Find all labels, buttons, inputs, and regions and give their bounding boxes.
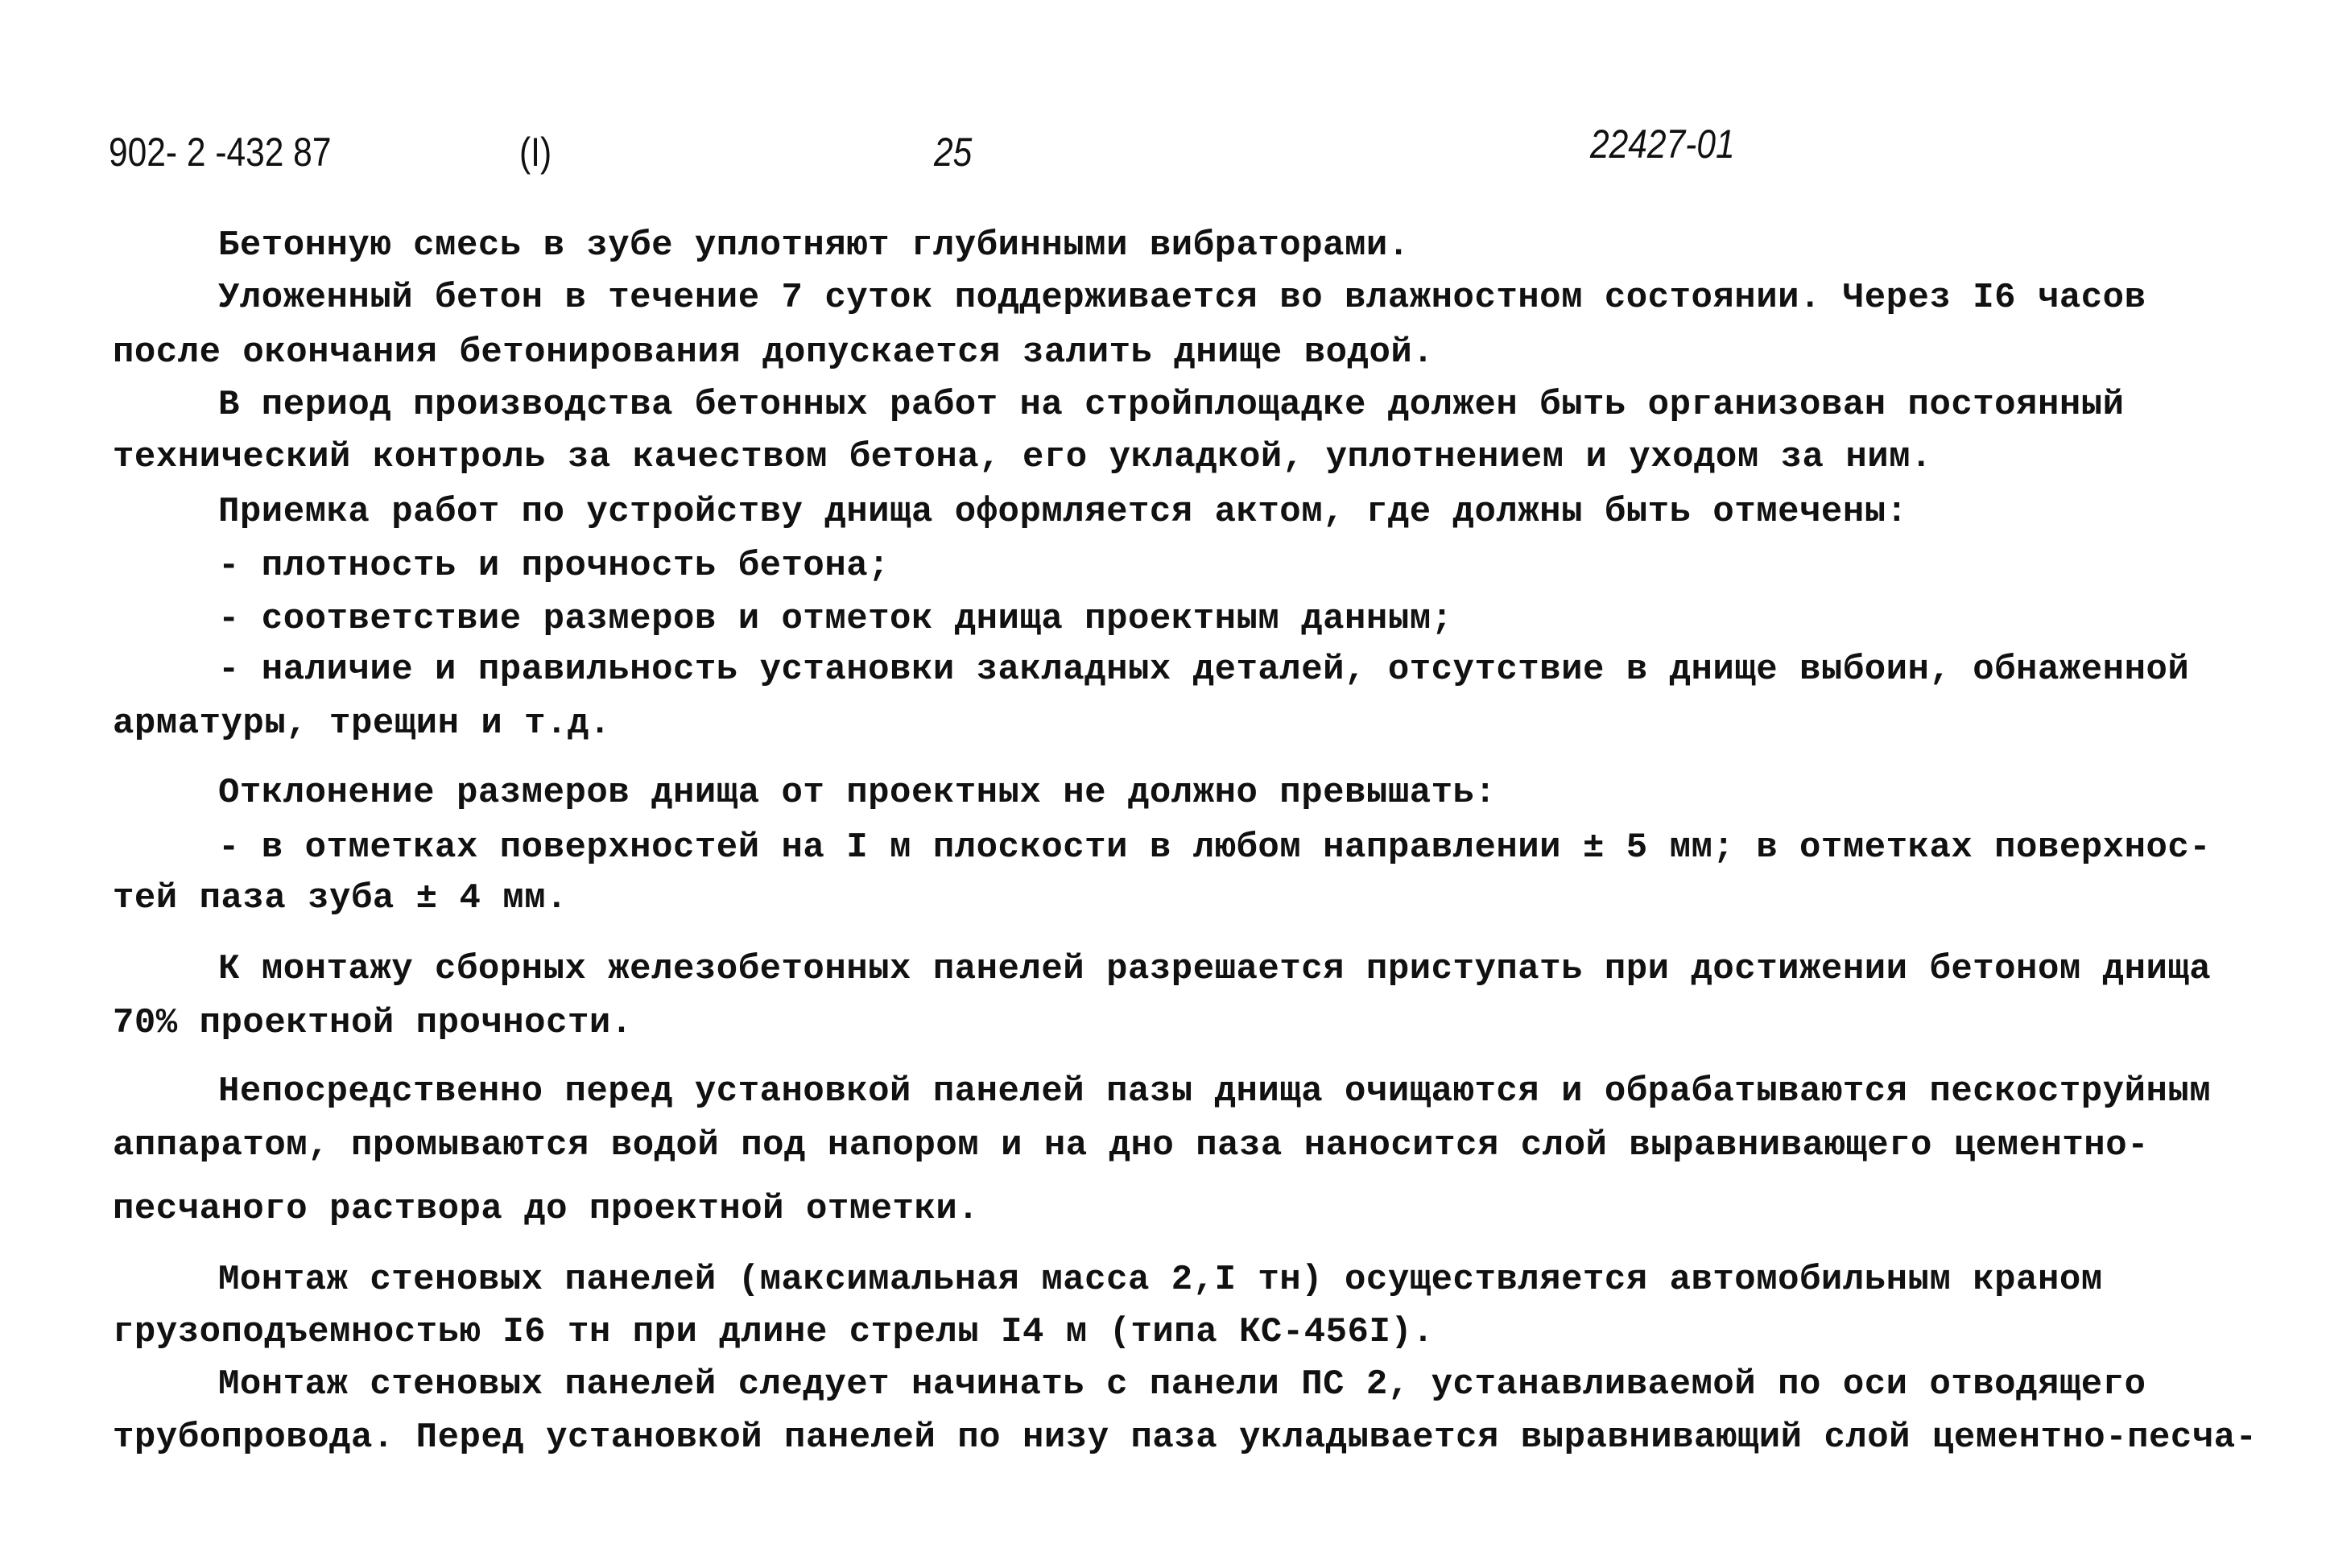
text-line: К монтажу сборных железобетонных панелей разрешается приступать при достижении бетоном днища: [218, 949, 2212, 989]
text-line: Уложенный бетон в течение 7 суток поддерживается во влажностном состоянии. Через I6 часов: [218, 278, 2146, 318]
document-code: 902- 2 -432 87: [109, 130, 332, 175]
list-item: - наличие и правильность установки закладных деталей, отсутствие в днище выбоин, обнаженной: [218, 650, 2190, 690]
part-number: (I): [519, 130, 552, 175]
sheet-number: 22427-01: [1590, 122, 1735, 167]
list-item: - плотность и прочность бетона;: [218, 546, 890, 586]
text-line: Бетонную смесь в зубе уплотняют глубинными вибраторами.: [218, 225, 1410, 266]
text-line: песчаного раствора до проектной отметки.: [113, 1189, 980, 1229]
text-line: Непосредственно перед установкой панелей пазы днища очищаются и обрабатываются пескоструйным: [218, 1071, 2212, 1112]
text-line: арматуры, трещин и т.д.: [113, 704, 611, 744]
text-line: технический контроль за качеством бетона, его укладкой, уплотнением и уходом за ним.: [113, 437, 1932, 477]
text-line: Отклонение размеров днища от проектных не должно превышать:: [218, 773, 1497, 813]
text-line: трубопровода. Перед установкой панелей по низу паза укладывается выравнивающий слой цементно-песча-: [113, 1417, 2258, 1458]
text-line: аппаратом, промываются водой под напором и на дно паза наносится слой выравнивающего цементно-: [113, 1125, 2150, 1166]
text-line: после окончания бетонирования допускается залить днище водой.: [113, 332, 1435, 373]
text-line: тей паза зуба ± 4 мм.: [113, 878, 568, 918]
text-line: грузоподъемностью I6 тн при длине стрелы I4 м (типа КС-456I).: [113, 1312, 1435, 1352]
list-item: - в отметках поверхностей на I м плоскости в любом направлении ± 5 мм; в отметках поверхнос-: [218, 827, 2212, 868]
text-line: Монтаж стеновых панелей следует начинать с панели ПС 2, устанавливаемой по оси отводящего: [218, 1364, 2146, 1405]
text-line: 70% проектной прочности.: [113, 1003, 633, 1043]
page-number: 25: [934, 130, 973, 175]
list-item: - соответствие размеров и отметок днища проектным данным;: [218, 599, 1453, 639]
text-line: Монтаж стеновых панелей (максимальная масса 2,I тн) осуществляется автомобильным краном: [218, 1260, 2103, 1300]
text-line: Приемка работ по устройству днища оформляется актом, где должны быть отмечены:: [218, 492, 1908, 532]
text-line: В период производства бетонных работ на стройплощадке должен быть организован постоянный: [218, 385, 2125, 425]
